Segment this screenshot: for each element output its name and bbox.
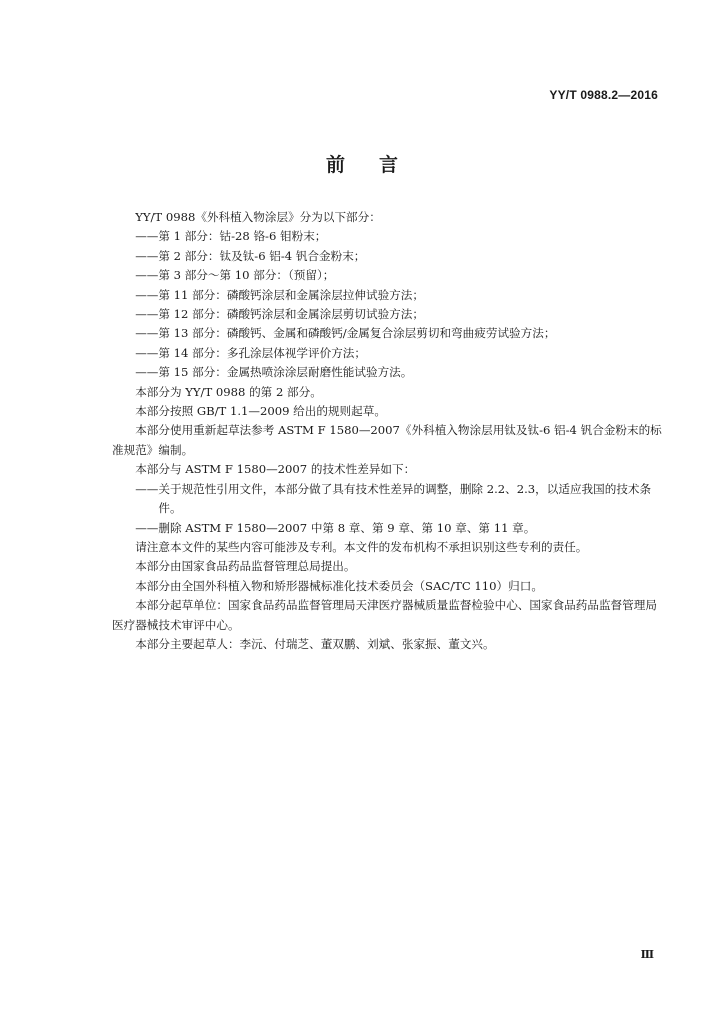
foreword-body bbox=[112, 208, 668, 654]
drafting-rules-paragraph: 本部分按照 GB/T 1.1—2009 给出的规则起草。 bbox=[135, 404, 386, 419]
list-item: ——第 14 部分：多孔涂层体视学评价方法； bbox=[135, 345, 366, 360]
parts-list bbox=[112, 227, 668, 382]
part-statement-paragraph: 本部分为 YY/T 0988 的第 2 部分。 bbox=[135, 384, 322, 399]
list-item: ——第 15 部分：金属热喷涂涂层耐磨性能试验方法。 bbox=[135, 365, 413, 380]
reference-method-paragraph: 本部分使用重新起草法参考 ASTM F 1580—2007《外科植入物涂层用钛及钛-6 铝-4 钒合金粉末的标准规范》编制。 bbox=[112, 423, 662, 457]
page-number: Ⅲ bbox=[640, 948, 654, 961]
proposer-paragraph: 本部分由国家食品药品监督管理总局提出。 bbox=[135, 559, 356, 574]
drafters-paragraph: 本部分主要起草人：李沅、付瑞芝、董双鹏、刘斌、张家振、董文兴。 bbox=[135, 636, 495, 651]
list-item: ——第 3 部分～第 10 部分：（预留）； bbox=[135, 268, 335, 283]
committee-paragraph: 本部分由全国外科植入物和矫形器械标准化技术委员会（SAC/TC 110）归口。 bbox=[135, 578, 543, 593]
list-item: ——第 11 部分：磷酸钙涂层和金属涂层拉伸试验方法； bbox=[135, 287, 424, 302]
list-item: ——关于规范性引用文件，本部分做了具有技术性差异的调整，删除 2.2、2.3，以适应我国的技术条件。 bbox=[135, 481, 652, 516]
differences-intro-paragraph: 本部分与 ASTM F 1580—2007 的技术性差异如下： bbox=[135, 462, 416, 477]
list-item: ——第 2 部分：钛及钛-6 铝-4 钒合金粉末； bbox=[135, 248, 366, 263]
list-item: ——删除 ASTM F 1580—2007 中第 8 章、第 9 章、第 10 章、第 11 章。 bbox=[135, 520, 536, 535]
differences-list bbox=[112, 480, 668, 538]
list-item: ——第 13 部分：磷酸钙、金属和磷酸钙/金属复合涂层剪切和弯曲疲劳试验方法； bbox=[135, 326, 556, 341]
intro-paragraph: YY/T 0988《外科植入物涂层》分为以下部分： bbox=[135, 210, 381, 224]
drafting-units-paragraph: 本部分起草单位：国家食品药品监督管理局天津医疗器械质量监督检验中心、国家食品药品监督管理局医疗器械技术审评中心。 bbox=[112, 598, 657, 632]
patent-notice-paragraph: 请注意本文件的某些内容可能涉及专利。本文件的发布机构不承担识别这些专利的责任。 bbox=[135, 539, 588, 554]
page-title: 前言 bbox=[325, 154, 432, 176]
list-item: ——第 1 部分：钴-28 铬-6 钼粉末； bbox=[135, 229, 327, 244]
standard-code-header: YY/T 0988.2—2016 bbox=[549, 88, 658, 102]
list-item: ——第 12 部分：磷酸钙涂层和金属涂层剪切试验方法； bbox=[135, 307, 424, 322]
